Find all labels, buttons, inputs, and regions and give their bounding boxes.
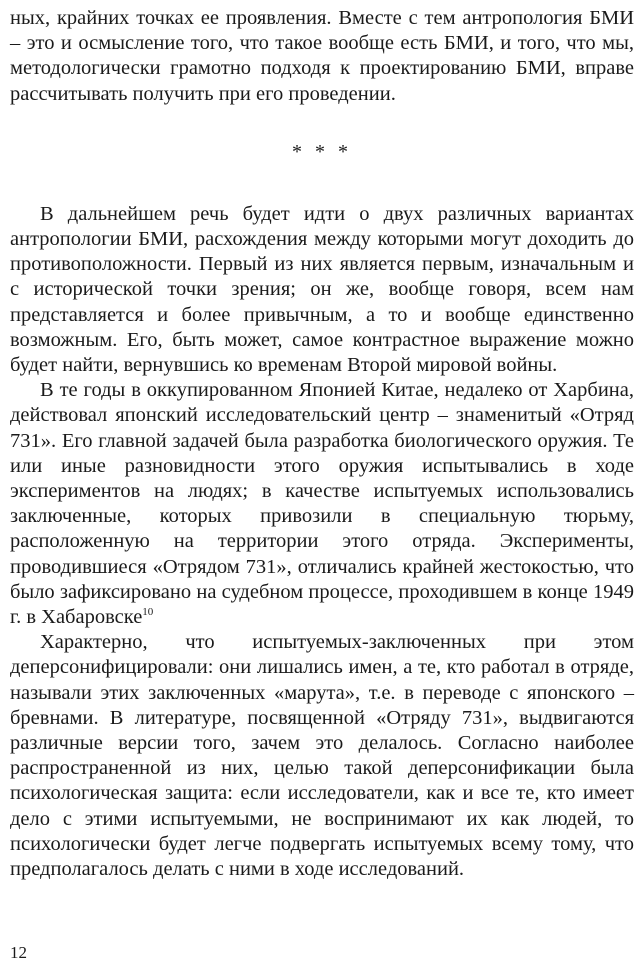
paragraph-continuation: ных, крайних точках ее проявления. Вместе с тем антропология БМИ – это и осмысление того, что такое вообще есть БМИ, и того, что мы, методологически грамотно подходя к проектированию БМИ, вправе рассчитывать получить при его проведении. (10, 7, 634, 105)
page-number: 12 (10, 943, 27, 962)
paragraph-unit-731-text: В те годы в оккупированном Японией Китае, недалеко от Харбина, действовал японский исследовательский центр – знаменитый «Отряд 731». Его главной задачей была разработка биологического оружия. Те или иные разновидности этого оружия испытывались в ходе экспериментов на людях; в качестве испытуемых использовались заключенные, которых привозили в специальную тюрьму, расположенную на территории этого отряда. Эксперименты, проводившиеся «Отрядом 731», отличались крайней жестокостью, что было зафиксировано на судебном процессе, проходившем в конце 1949 г. в Хабаровске (10, 379, 634, 629)
section-separator: * * * (292, 140, 352, 163)
paragraph-antropology-variants: В дальнейшем речь будет идти о двух различных вариантах антропологии БМИ, расхождения между которыми могут доходить до противоположности. Первый из них является первым, изначальным и с исторической точки зрения; он же, вообще говоря, всем нам представляется и более привычным, а то и вообще единственно возможным. Его, быть может, самое контрастное выражение можно будет найти, вернувшись ко временам Второй мировой войны. (10, 202, 634, 377)
footnote-reference[interactable]: 10 (142, 606, 154, 619)
page-body (10, 6, 634, 882)
paragraph-unit-731 (10, 378, 634, 630)
paragraph-depersonification: Характерно, что испытуемых-заключенных при этом деперсонифицировали: они лишались имен, а те, кто работал в отряде, называли этих заключенных «марута», т.е. в переводе с японского – бревнами. В литературе, посвященной «Отряду 731», выдвигаются различные версии того, зачем это делалось. Согласно наиболее распространенной из них, целью такой деперсонификации была психологическая защита: если исследователи, как и все те, кто имеет дело с этими испытуемыми, не воспринимают их как людей, то психологически будет легче подвергать испытуемых всему тому, что предполагалось делать с ними в ходе исследований. (10, 631, 634, 881)
